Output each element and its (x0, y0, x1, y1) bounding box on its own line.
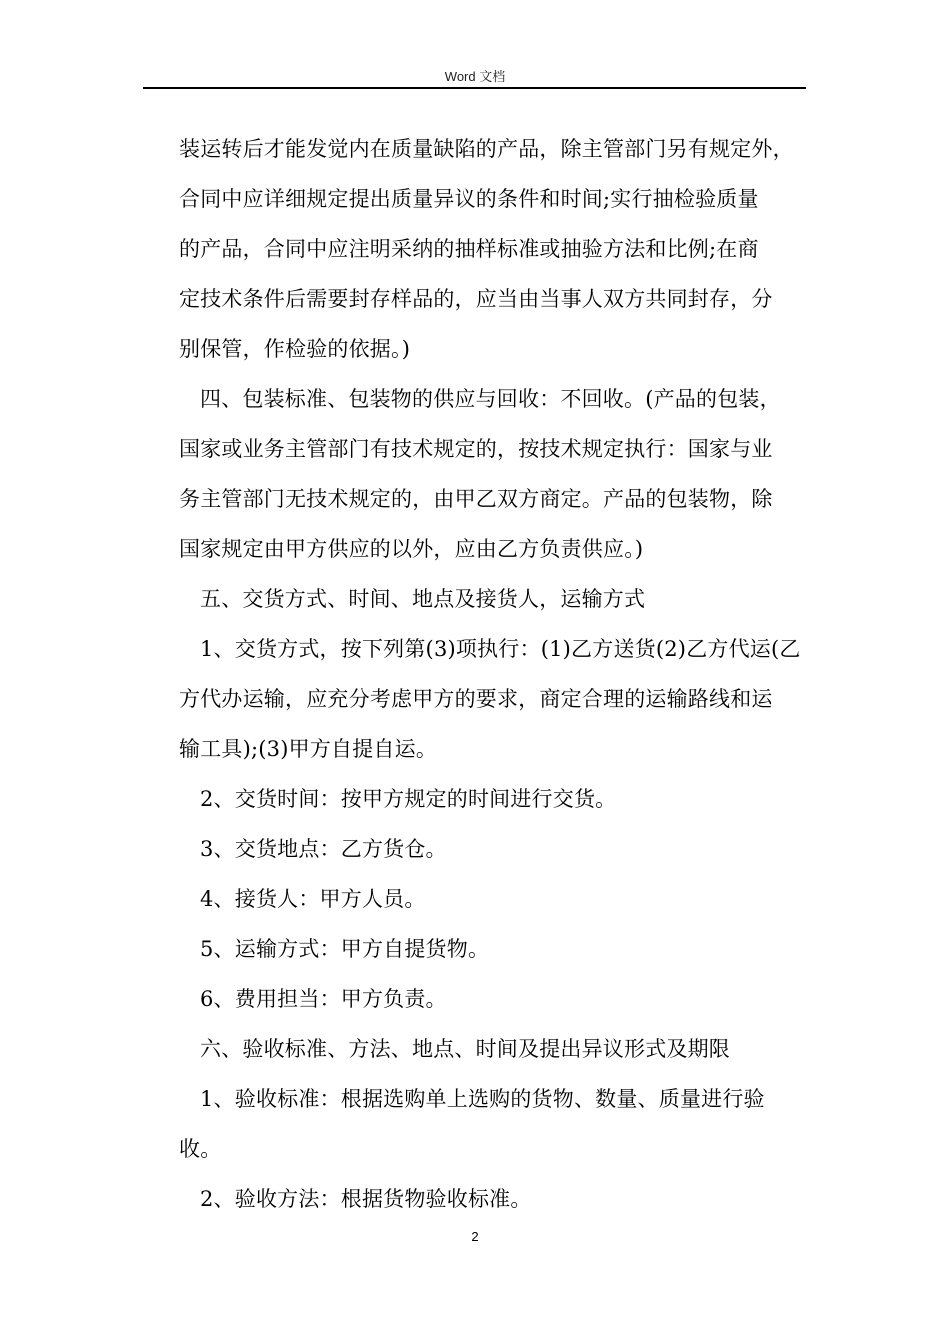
text-line: 定技术条件后需要封存样品的，应当由当事人双方共同封存，分 (179, 287, 773, 311)
header-divider (143, 87, 806, 89)
list-item: 5、运输方式：甲方自提货物。 (200, 937, 490, 961)
text-line: 国家或业务主管部门有技术规定的，按技术规定执行：国家与业 (179, 437, 773, 461)
list-item: 6、费用担当：甲方负责。 (200, 987, 447, 1011)
text-line: 务主管部门无技术规定的，由甲乙双方商定。产品的包装物，除 (179, 487, 773, 511)
section-heading-acceptance: 六、验收标准、方法、地点、时间及提出异议形式及期限 (200, 1037, 730, 1061)
list-item: 1、交货方式，按下列第(3)项执行：(1)乙方送货(2)乙方代运(乙 (200, 637, 801, 661)
text-line: 国家规定由甲方供应的以外，应由乙方负责供应。) (179, 537, 644, 561)
text-line: 输工具);(3)甲方自提自运。 (179, 737, 438, 761)
document-body (179, 126, 819, 1226)
list-item: 1、验收标准：根据选购单上选购的货物、数量、质量进行验 (200, 1087, 765, 1111)
section-heading-packaging: 四、包装标准、包装物的供应与回收：不回收。(产品的包装， (200, 387, 781, 411)
list-item: 2、交货时间：按甲方规定的时间进行交货。 (200, 787, 617, 811)
text-line: 收。 (179, 1137, 222, 1161)
list-item: 2、验收方法：根据货物验收标准。 (200, 1187, 532, 1211)
text-line: 装运转后才能发觉内在质量缺陷的产品，除主管部门另有规定外， (179, 137, 794, 161)
page-header: Word 文档 (444, 69, 506, 84)
text-line: 方代办运输，应充分考虑甲方的要求，商定合理的运输路线和运 (179, 687, 773, 711)
text-line: 的产品，合同中应注明采纳的抽样标准或抽验方法和比例;在商 (179, 237, 759, 261)
list-item: 4、接货人：甲方人员。 (200, 887, 426, 911)
page-number: 2 (471, 1229, 479, 1244)
list-item: 3、交货地点：乙方货仓。 (200, 837, 447, 861)
section-heading-delivery: 五、交货方式、时间、地点及接货人，运输方式 (200, 587, 646, 611)
text-line: 合同中应详细规定提出质量异议的条件和时间;实行抽检验质量 (179, 187, 759, 211)
text-line: 别保管，作检验的依据。) (179, 337, 411, 361)
